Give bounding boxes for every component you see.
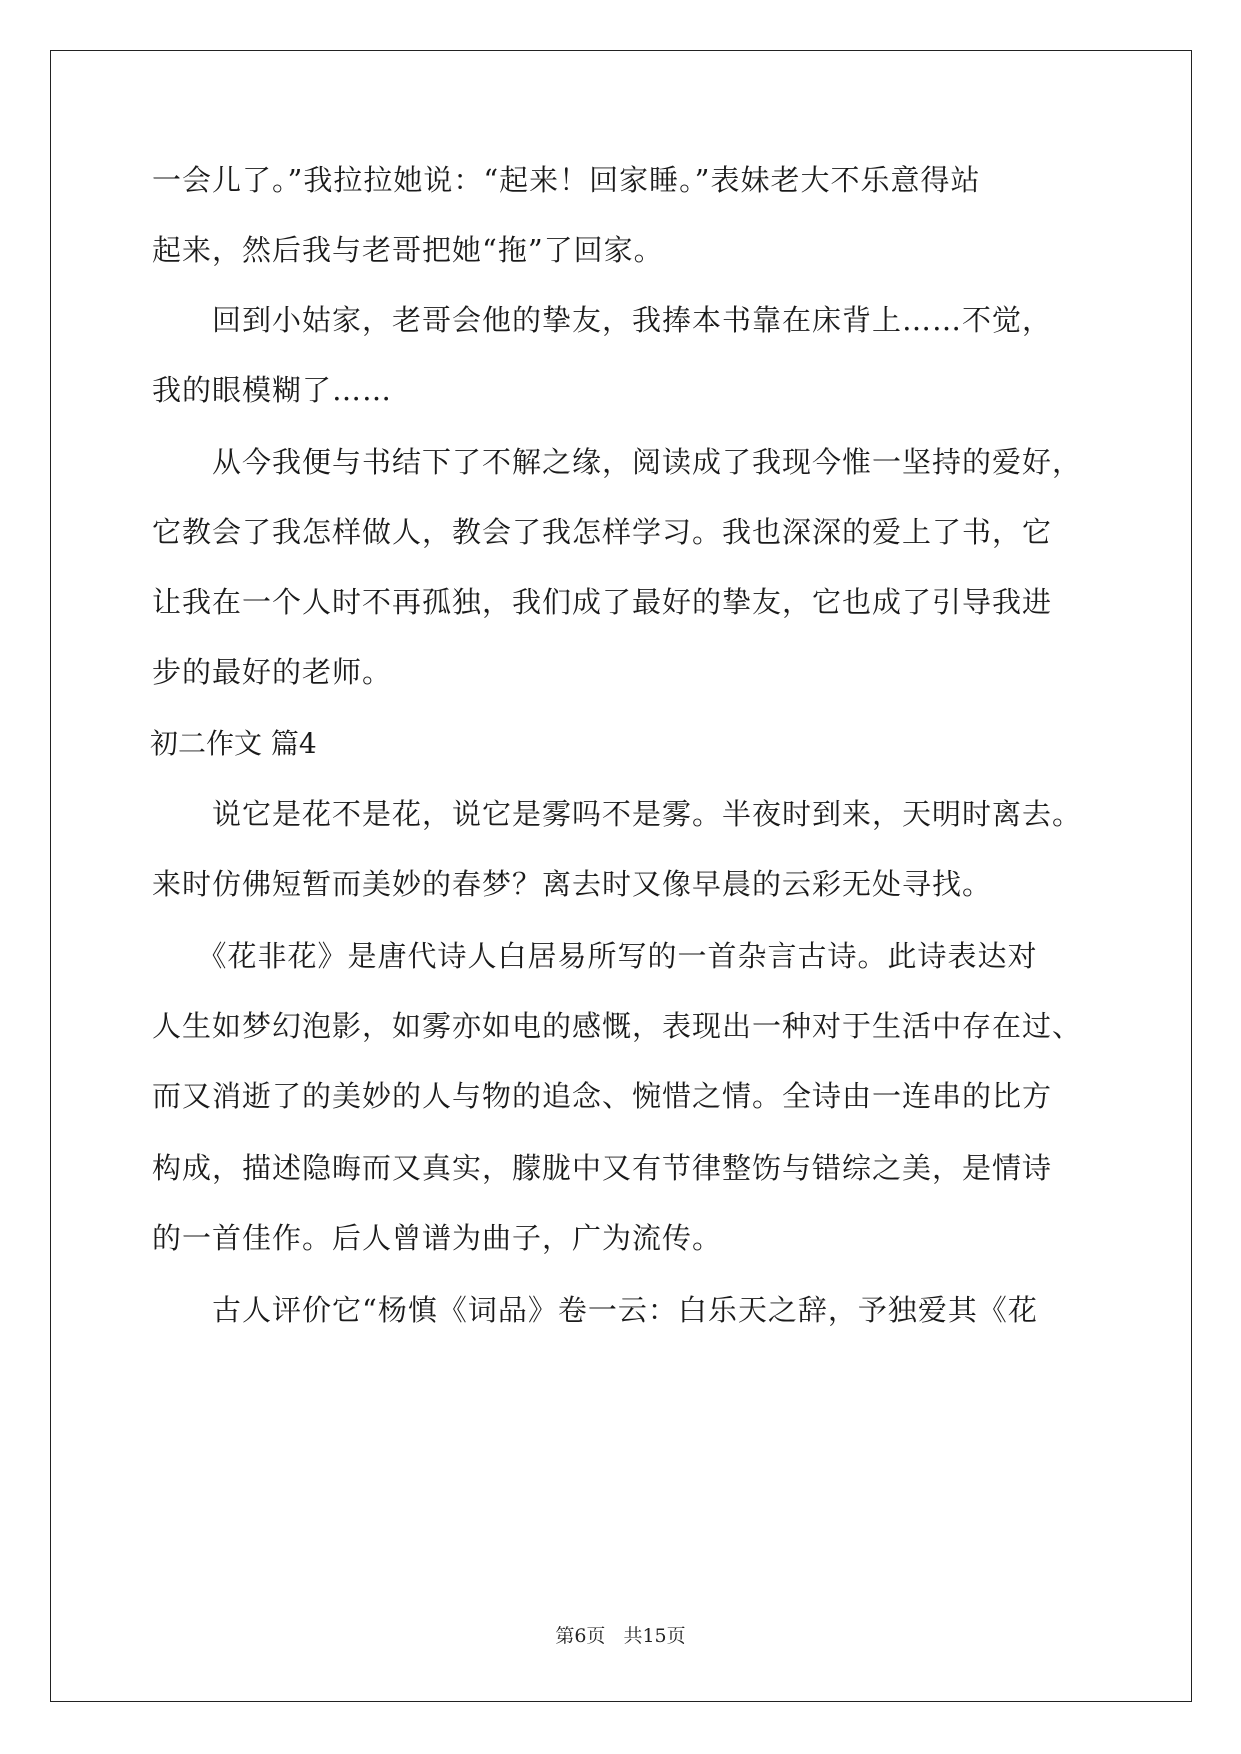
page-number: 第6页 <box>555 1625 606 1647</box>
text-line: 《花非花》是唐代诗人白居易所写的一首杂言古诗。此诗表达对 <box>152 939 1038 973</box>
text-line: 古人评价它“杨慎《词品》卷一云：白乐天之辞，予独爱其《花 <box>152 1293 1038 1327</box>
text-line: 而又消逝了的美妙的人与物的追念、惋惜之情。全诗由一连串的比方 <box>152 1079 1053 1113</box>
text-line: 说它是花不是花，说它是雾吗不是雾。半夜时到来，天明时离去。 <box>152 797 1083 831</box>
text-line: 回到小姑家，老哥会他的挚友，我捧本书靠在床背上……不觉， <box>152 303 1053 337</box>
text-line: 来时仿佛短暂而美妙的春梦？离去时又像早晨的云彩无处寻找。 <box>152 867 993 901</box>
text-line: 的一首佳作。后人曾谱为曲子，广为流传。 <box>152 1221 723 1255</box>
text-line: 人生如梦幻泡影，如雾亦如电的感慨，表现出一种对于生活中存在过、 <box>152 1009 1083 1043</box>
text-line: 一会儿了。”我拉拉她说：“起来！回家睡。”表妹老大不乐意得站 <box>152 163 981 197</box>
text-line: 我的眼模糊了…… <box>152 373 393 407</box>
text-line: 让我在一个人时不再孤独，我们成了最好的挚友，它也成了引导我进 <box>152 585 1053 619</box>
section-heading: 初二作文 篇4 <box>150 727 317 760</box>
text-line: 它教会了我怎样做人，教会了我怎样学习。我也深深的爱上了书，它 <box>152 515 1053 549</box>
page-footer <box>0 1624 1241 1648</box>
text-line: 构成，描述隐晦而又真实，朦胧中又有节律整饬与错综之美，是情诗 <box>152 1151 1053 1185</box>
text-line: 从今我便与书结下了不解之缘，阅读成了我现今惟一坚持的爱好， <box>152 445 1083 479</box>
text-line: 起来，然后我与老哥把她“拖”了回家。 <box>152 233 664 267</box>
text-line: 步的最好的老师。 <box>152 655 393 689</box>
page-total: 共15页 <box>623 1625 686 1647</box>
